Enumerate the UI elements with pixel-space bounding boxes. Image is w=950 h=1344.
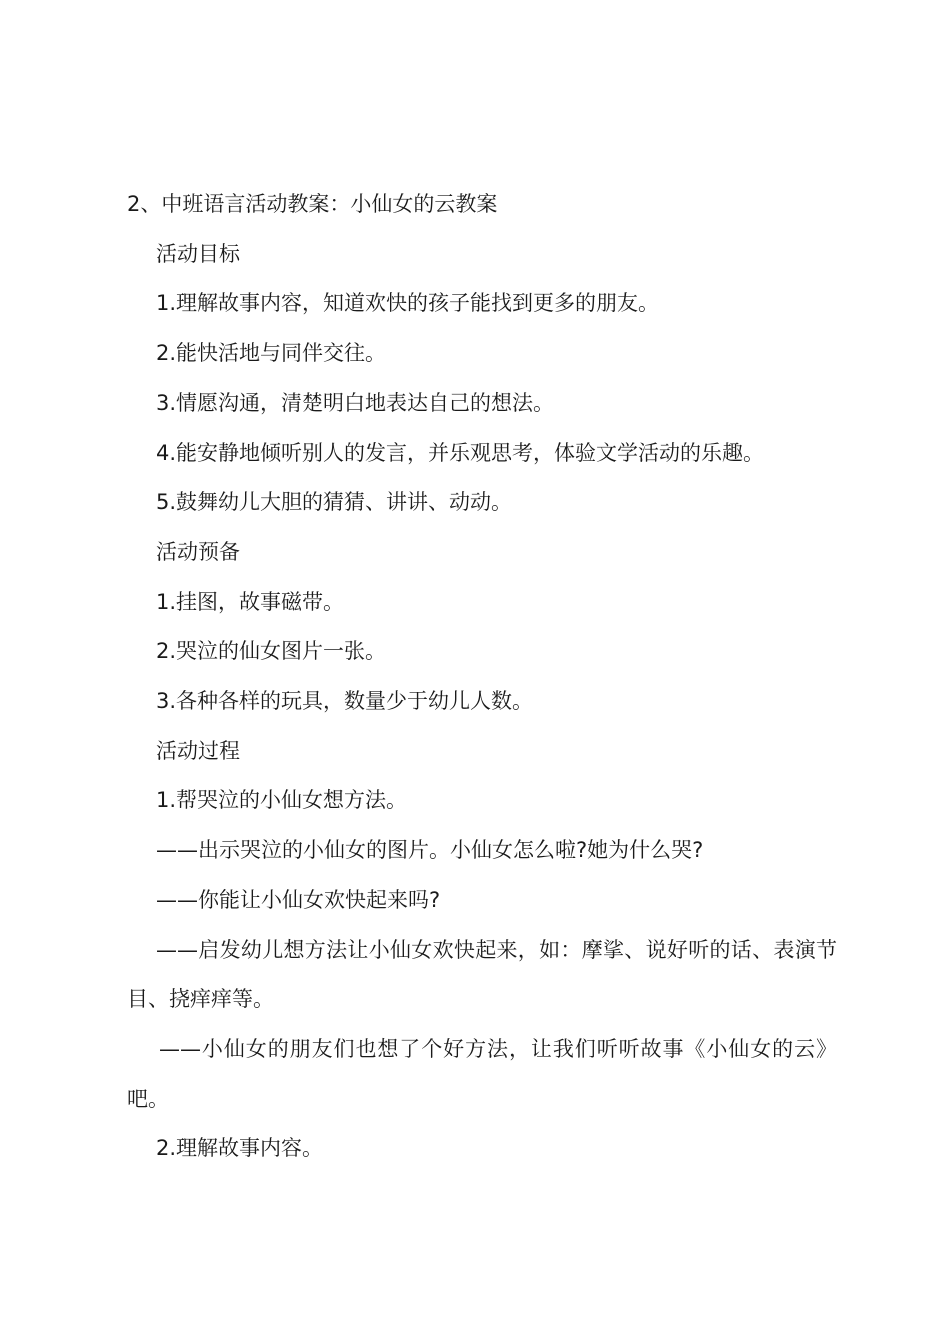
process-item: 2.理解故事内容。 [156,1136,324,1161]
section-heading-preparation: 活动预备 [156,539,240,564]
preparation-item: 2.哭泣的仙女图片一张。 [156,639,387,664]
document-body [127,180,837,1174]
process-item: 1.帮哭泣的小仙女想方法。 [156,788,408,813]
goal-item: 2.能快活地与同伴交往。 [156,341,387,366]
document-title: 2、中班语言活动教案：小仙女的云教案 [127,192,498,216]
process-item: ——小仙女的朋友们也想了个好方法，让我们听听故事《小仙女的云》吧。 [127,1036,837,1111]
process-item: ——你能让小仙女欢快起来吗? [156,887,441,912]
goal-item: 3.情愿沟通，清楚明白地表达自己的想法。 [156,390,555,415]
goal-item: 4.能安静地倾听别人的发言，并乐观思考，体验文学活动的乐趣。 [156,440,765,465]
goal-item: 1.理解故事内容，知道欢快的孩子能找到更多的朋友。 [156,291,660,316]
section-heading-process: 活动过程 [156,738,240,763]
preparation-item: 1.挂图，故事磁带。 [156,589,345,614]
preparation-item: 3.各种各样的玩具，数量少于幼儿人数。 [156,689,534,714]
process-item: ——启发幼儿想方法让小仙女欢快起来，如：摩挲、说好听的话、表演节目、挠痒痒等。 [127,937,837,1012]
goal-item: 5.鼓舞幼儿大胆的猜猜、讲讲、动动。 [156,490,513,515]
section-heading-goals: 活动目标 [156,241,240,266]
process-item: ——出示哭泣的小仙女的图片。小仙女怎么啦?她为什么哭? [156,838,704,863]
